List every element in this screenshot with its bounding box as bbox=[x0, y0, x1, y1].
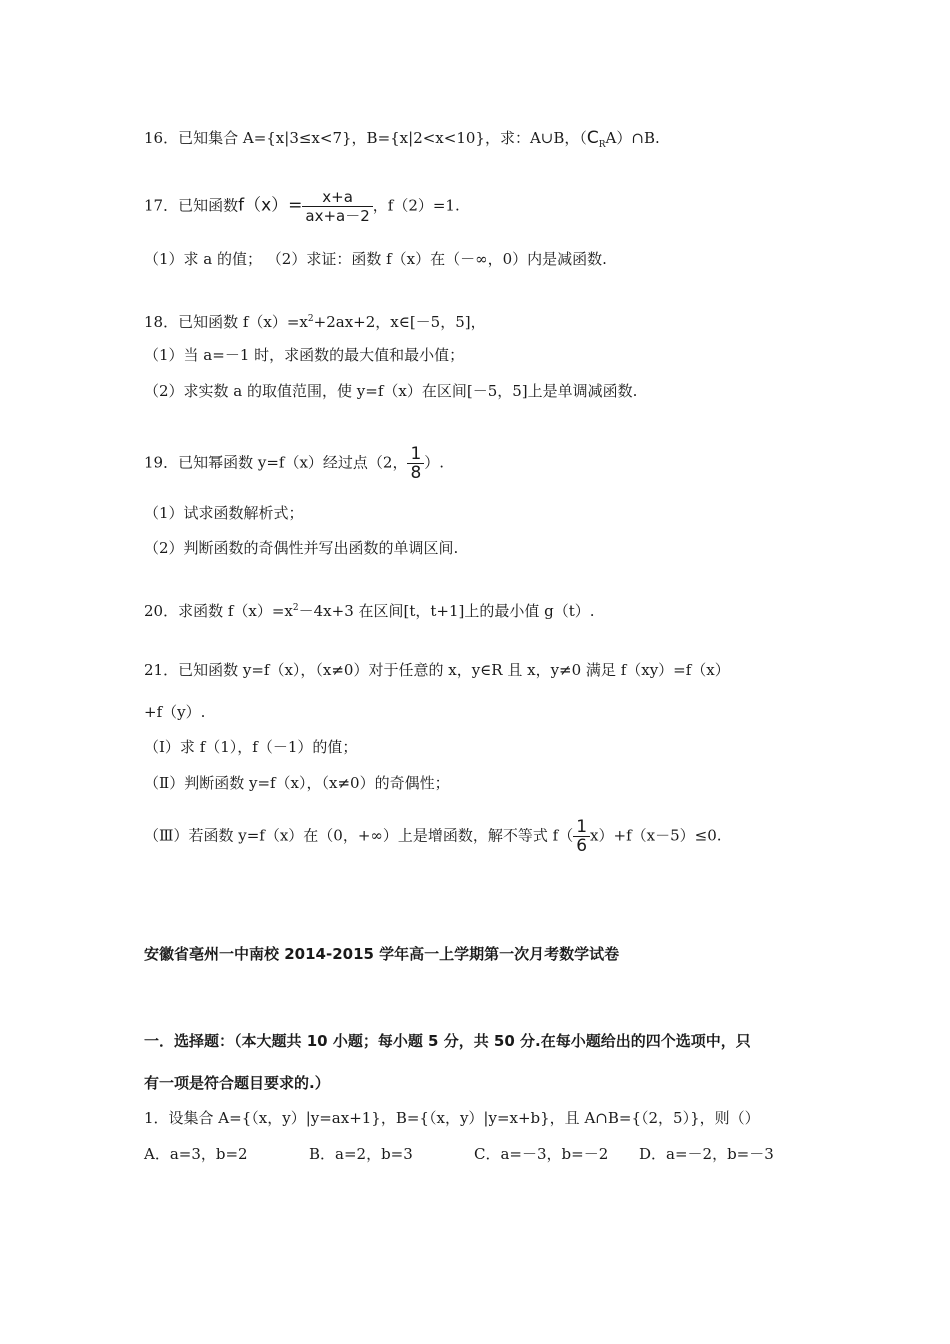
q16-text: 16．已知集合 A={x|3≤x<7}，B={x|2<x<10}，求：A∪B，（ bbox=[144, 129, 587, 147]
complement-symbol: C bbox=[586, 128, 599, 148]
q21-part3-suffix: x）+f（x－5）≤0. bbox=[590, 826, 722, 845]
question-20 bbox=[144, 598, 595, 621]
option-b: B．a=2，b=3 bbox=[309, 1145, 413, 1163]
question-17 bbox=[144, 188, 460, 225]
q19-part-1: （1）试求函数解析式； bbox=[144, 504, 304, 522]
q21-denominator: 6 bbox=[576, 836, 588, 856]
option-a: A．a=3，b=2 bbox=[144, 1145, 248, 1163]
q1-options bbox=[144, 1144, 804, 1164]
exam-title: 安徽省亳州一中南校 2014-2015 学年高一上学期第一次月考数学试卷 bbox=[144, 945, 620, 963]
q17-function-name: f（x）= bbox=[238, 195, 303, 216]
q21-part-1: （Ⅰ）求 f（1），f（－1）的值； bbox=[144, 738, 358, 756]
q21-continuation: +f（y）. bbox=[144, 703, 206, 721]
question-16 bbox=[144, 128, 660, 155]
q17-fraction bbox=[302, 188, 372, 225]
q18-part-2: （2）求实数 a 的取值范围，使 y=f（x）在区间[－5，5]上是单调减函数. bbox=[144, 382, 638, 400]
section-header: 一．选择题：（本大题共 10 小题；每小题 5 分，共 50 分.在每小题给出的四个选项中，只 bbox=[144, 1032, 751, 1050]
q17-subquestions: （1）求 a 的值； （2）求证：函数 f（x）在（－∞，0）内是减函数. bbox=[144, 250, 607, 268]
q20-exponent: 2 bbox=[292, 603, 299, 613]
q21-numerator: 1 bbox=[573, 818, 590, 837]
complement-subscript: R bbox=[598, 140, 606, 150]
q17-numerator: x+a bbox=[302, 188, 372, 207]
q21-part3-prefix: （Ⅲ）若函数 y=f（x）在（0，+∞）上是增函数，解不等式 f（ bbox=[144, 826, 574, 845]
q21-fraction bbox=[573, 818, 590, 855]
q18-prefix: 18．已知函数 f（x）=x bbox=[144, 313, 308, 331]
q18-part-1: （1）当 a=－1 时，求函数的最大值和最小值； bbox=[144, 346, 465, 364]
q20-suffix: －4x+3 在区间[t，t+1]上的最小值 g（t）. bbox=[298, 602, 595, 620]
q19-prefix: 19．已知幂函数 y=f（x）经过点（2， bbox=[144, 453, 408, 472]
q17-prefix: 17．已知函数 bbox=[144, 196, 239, 215]
q17-suffix: ，f（2）=1. bbox=[372, 196, 460, 215]
q19-numerator: 1 bbox=[407, 445, 424, 464]
q17-denominator: ax+a－2 bbox=[305, 207, 370, 225]
question-1: 1．设集合 A={（x，y）|y=ax+1}，B={（x，y）|y=x+b}，且 A∩B={（2，5）}，则（） bbox=[144, 1109, 760, 1127]
section-header-continuation: 有一项是符合题目要求的.） bbox=[144, 1074, 330, 1092]
question-19 bbox=[144, 445, 444, 482]
q18-exponent: 2 bbox=[307, 314, 314, 324]
q21-part-3 bbox=[144, 818, 722, 855]
q19-denominator: 8 bbox=[410, 463, 422, 483]
q20-prefix: 20．求函数 f（x）=x bbox=[144, 602, 293, 620]
option-c: C．a=－3，b=－2 bbox=[474, 1145, 609, 1163]
question-18 bbox=[144, 309, 486, 332]
q19-suffix: ）. bbox=[424, 453, 445, 472]
option-d: D．a=－2，b=－3 bbox=[639, 1145, 774, 1163]
q16-suffix: A）∩B. bbox=[605, 129, 660, 147]
question-21: 21．已知函数 y=f（x），（x≠0）对于任意的 x，y∈R 且 x，y≠0 满足 f（xy）=f（x） bbox=[144, 661, 730, 679]
q19-fraction bbox=[407, 445, 424, 482]
q18-suffix: +2ax+2，x∈[－5，5]， bbox=[313, 313, 486, 331]
q21-part-2: （Ⅱ）判断函数 y=f（x），（x≠0）的奇偶性； bbox=[144, 774, 450, 792]
q19-part-2: （2）判断函数的奇偶性并写出函数的单调区间. bbox=[144, 539, 459, 557]
